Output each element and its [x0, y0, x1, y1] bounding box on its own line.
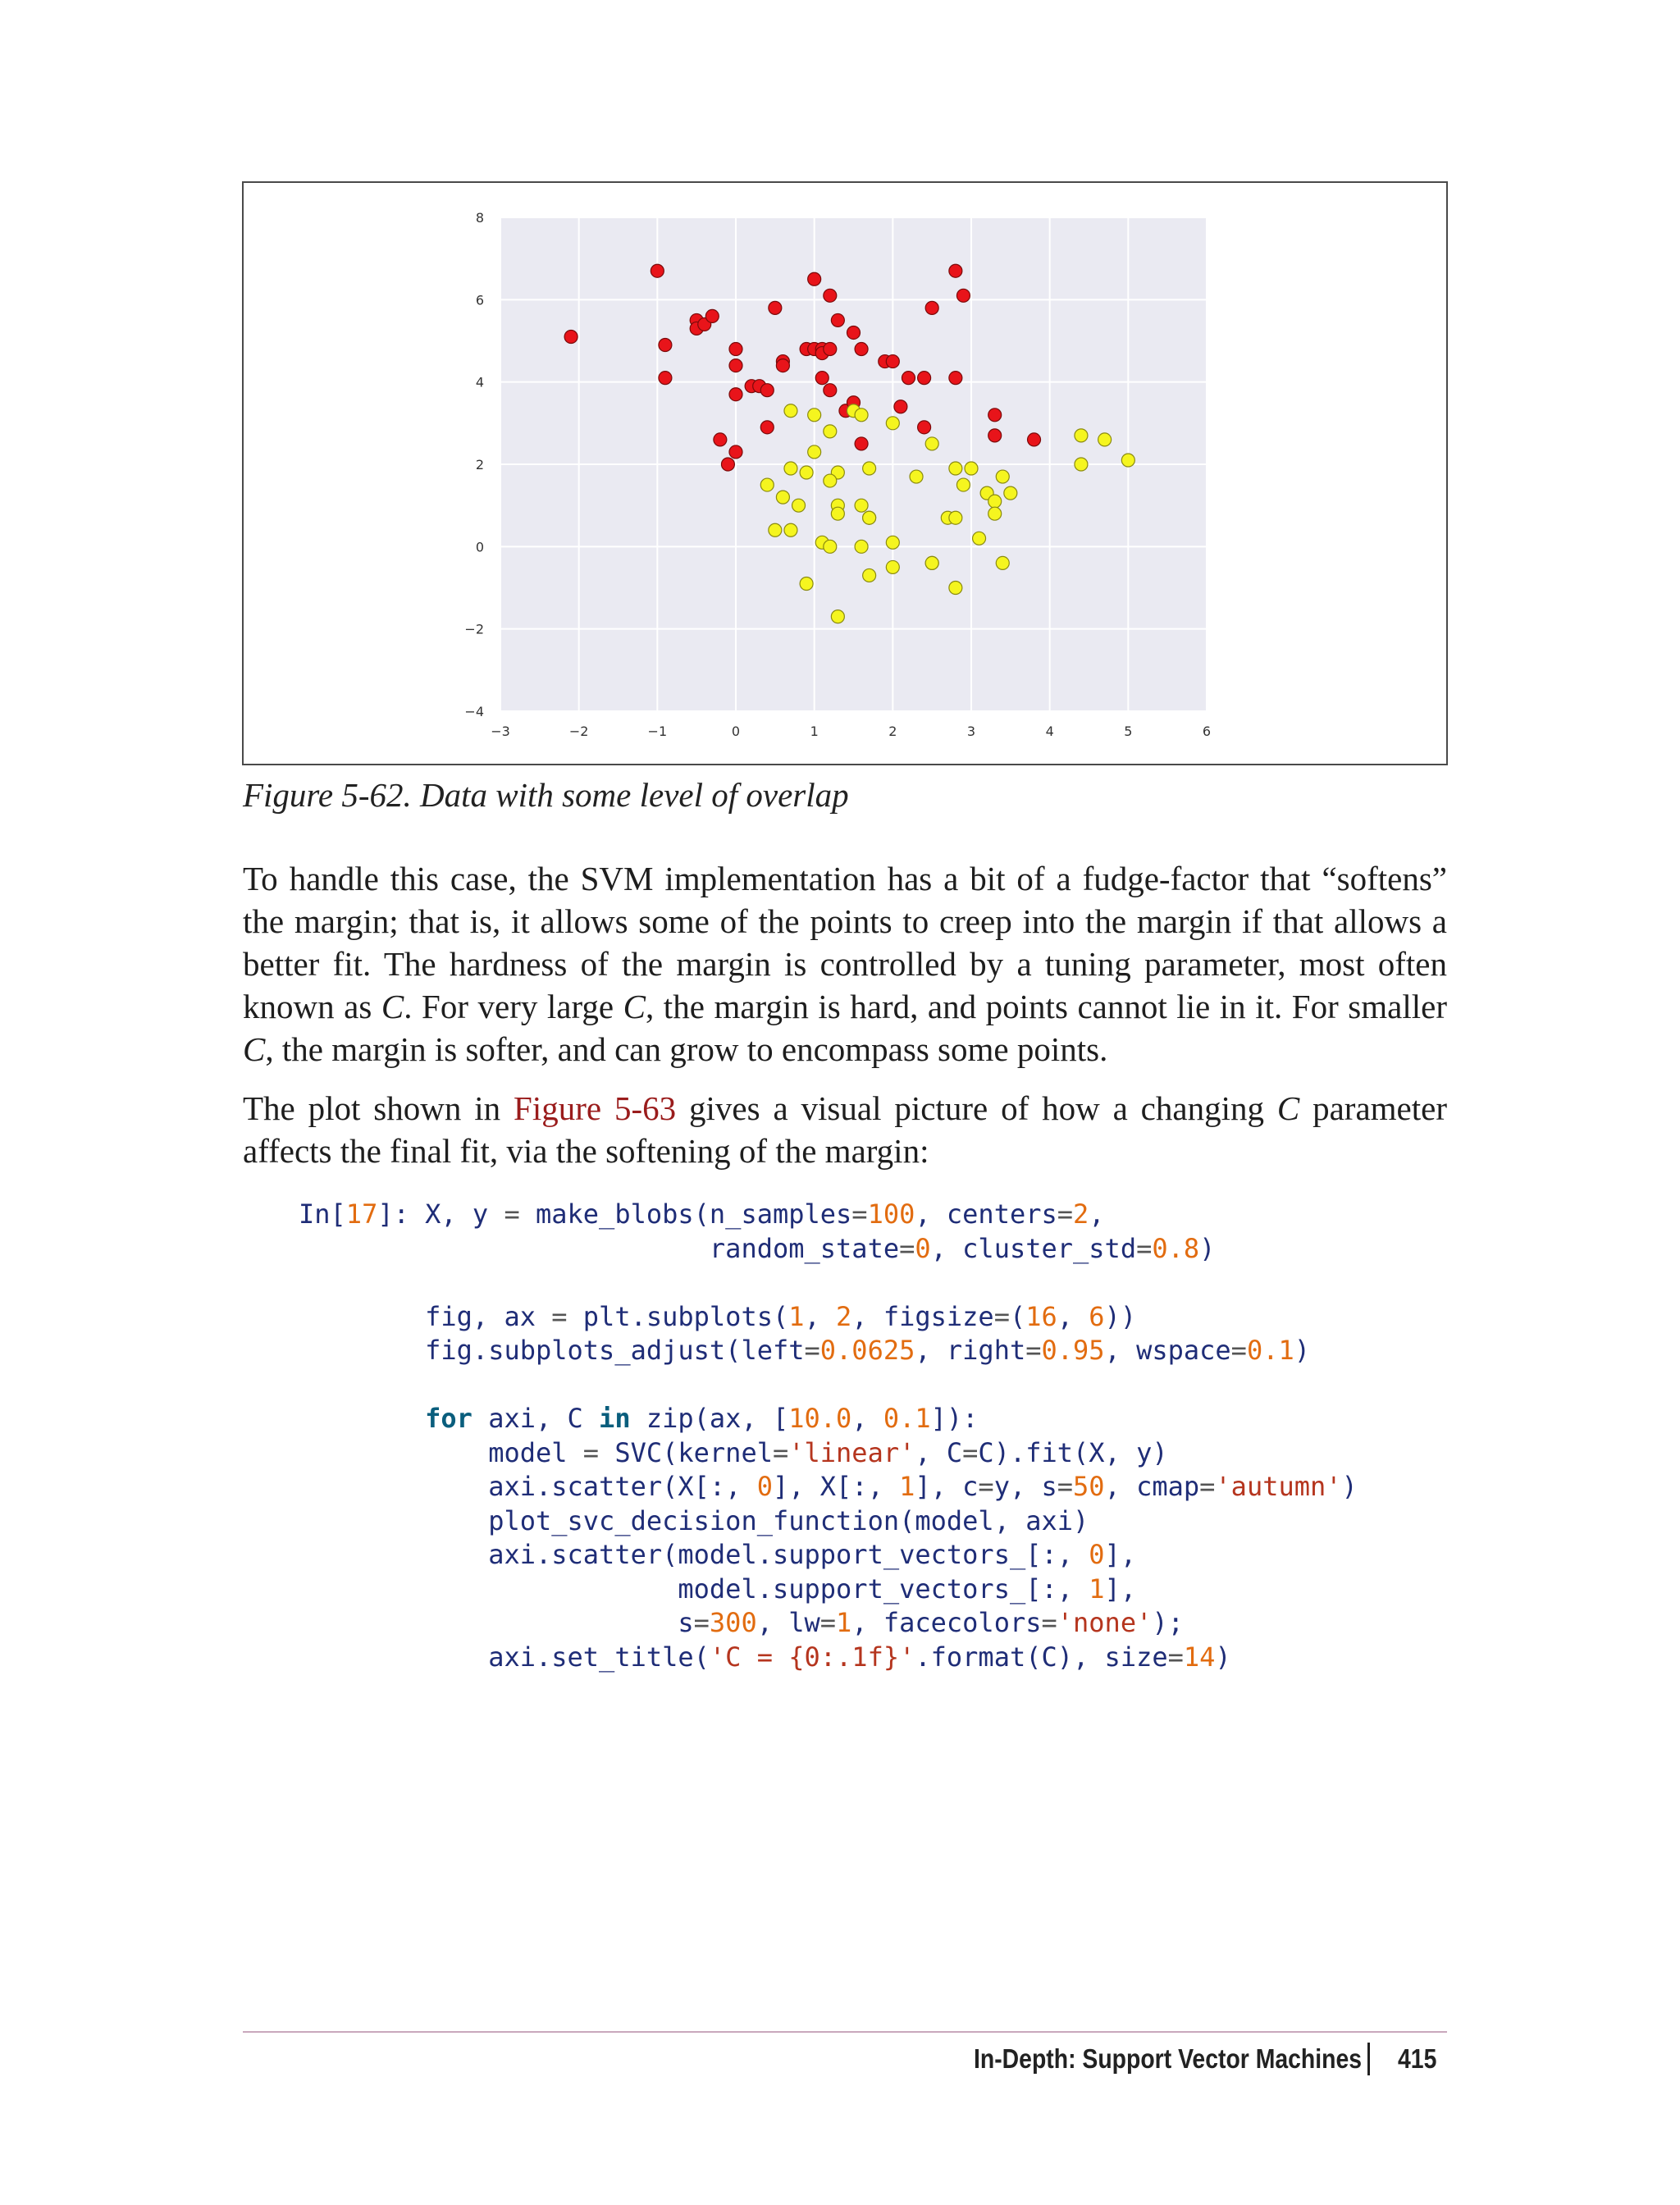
red-data-point — [855, 343, 868, 356]
red-data-point — [769, 301, 782, 314]
code-number: 1 — [836, 1607, 852, 1638]
code-string: 'autumn' — [1215, 1471, 1342, 1502]
yellow-data-point — [886, 417, 899, 430]
page-number: 415 — [1398, 2043, 1437, 2074]
yellow-data-point — [956, 478, 970, 491]
y-tick-label: 0 — [475, 539, 484, 555]
yellow-data-point — [988, 507, 1002, 520]
red-data-point — [1028, 433, 1041, 446]
footer-rule — [243, 2031, 1447, 2033]
code-operator: = — [1057, 1471, 1074, 1502]
code-line: fig, ax = plt.subplots(1, 2, figsize=(16, 6)) — [299, 1300, 1137, 1332]
red-data-point — [815, 372, 829, 385]
code-line: axi.scatter(X[:, 0], X[:, 1], c=y, s=50, cmap='autumn') — [299, 1471, 1358, 1502]
yellow-data-point — [925, 437, 938, 450]
red-data-point — [918, 372, 931, 385]
red-data-point — [776, 359, 789, 372]
red-data-point — [760, 384, 774, 397]
red-data-point — [721, 458, 734, 471]
red-data-point — [894, 400, 907, 413]
red-data-point — [714, 433, 727, 446]
code-number: 1 — [1089, 1573, 1105, 1605]
param-c: C — [381, 988, 404, 1025]
paragraph-text: , the margin is hard, and points cannot lie in it. For smaller — [646, 988, 1447, 1025]
x-tick-label: −3 — [491, 724, 510, 739]
code-operator: = — [582, 1436, 600, 1468]
red-data-point — [886, 355, 899, 368]
code-number: 100 — [867, 1198, 915, 1230]
yellow-data-point — [910, 470, 923, 483]
code-number: 0 — [915, 1232, 931, 1264]
paragraph-text: The plot shown in — [243, 1089, 514, 1127]
yellow-data-point — [1075, 429, 1088, 442]
x-tick-label: 6 — [1202, 724, 1212, 739]
yellow-data-point — [784, 404, 797, 418]
red-data-point — [760, 421, 774, 434]
yellow-data-point — [1004, 486, 1017, 500]
yellow-data-point — [831, 507, 844, 520]
yellow-data-point — [949, 462, 962, 475]
yellow-data-point — [824, 540, 837, 553]
code-operator: = — [504, 1198, 520, 1230]
red-data-point — [902, 372, 915, 385]
paragraph-text: , the margin is softer, and can grow to encompass some points. — [265, 1030, 1108, 1068]
code-line: for axi, C in zip(ax, [10.0, 0.1]): — [425, 1403, 979, 1434]
code-operator: = — [1057, 1198, 1074, 1230]
yellow-data-point — [776, 491, 789, 504]
red-data-point — [729, 359, 742, 372]
x-tick-label: 4 — [1045, 724, 1054, 739]
yellow-data-point — [863, 568, 876, 582]
code-operator: = — [772, 1436, 789, 1468]
x-tick-label: 2 — [888, 724, 897, 739]
yellow-data-point — [855, 499, 868, 512]
yellow-data-point — [996, 556, 1009, 569]
code-number: 300 — [709, 1607, 757, 1638]
yellow-data-point — [863, 511, 876, 524]
red-data-point — [651, 264, 664, 277]
param-c: C — [1276, 1089, 1300, 1127]
red-data-point — [705, 309, 719, 322]
red-data-point — [847, 326, 861, 339]
code-number: 17 — [345, 1198, 378, 1230]
code-number: 16 — [1025, 1300, 1057, 1332]
yellow-data-point — [949, 582, 962, 595]
yellow-data-point — [824, 474, 837, 487]
code-operator: = — [804, 1335, 820, 1366]
yellow-data-point — [1121, 454, 1134, 467]
y-tick-label: −4 — [464, 704, 484, 719]
yellow-data-point — [824, 425, 837, 438]
code-operator: = — [962, 1436, 979, 1468]
paragraph-text: . For very large — [404, 988, 623, 1025]
code-line: fig.subplots_adjust(left=0.0625, right=0.95, wspace=0.1) — [299, 1335, 1310, 1366]
code-number: 50 — [1073, 1471, 1105, 1502]
red-data-point — [956, 289, 970, 302]
x-tick-label: 5 — [1124, 724, 1133, 739]
red-data-point — [729, 445, 742, 459]
y-tick-label: 4 — [475, 374, 484, 390]
code-operator: = — [551, 1300, 568, 1332]
yellow-data-point — [855, 540, 868, 553]
param-c: C — [243, 1030, 266, 1068]
code-number: 0.8 — [1152, 1232, 1200, 1264]
param-c: C — [623, 988, 646, 1025]
code-operator: = — [1041, 1607, 1057, 1638]
scatter-plot — [244, 183, 1446, 764]
yellow-data-point — [1098, 433, 1112, 446]
paragraph-text: gives a visual picture of how a changing — [676, 1089, 1277, 1127]
paragraph-soft-margin — [243, 857, 1447, 1071]
code-line: random_state=0, cluster_std=0.8) — [299, 1232, 1216, 1264]
code-number: 0.95 — [1041, 1335, 1105, 1366]
code-number: 10.0 — [788, 1403, 852, 1434]
code-string: 'linear' — [788, 1436, 915, 1468]
yellow-data-point — [965, 462, 978, 475]
yellow-data-point — [988, 495, 1002, 508]
figure-frame — [242, 181, 1448, 765]
footer-separator — [1367, 2043, 1370, 2075]
code-string: 'C = {0:.1f}' — [709, 1641, 915, 1673]
code-number: 14 — [1183, 1641, 1216, 1673]
code-operator: = — [1199, 1471, 1216, 1502]
code-line: axi.set_title('C = {0:.1f}'.format(C), size=14) — [299, 1641, 1231, 1673]
yellow-data-point — [973, 532, 986, 545]
yellow-data-point — [808, 409, 821, 422]
yellow-data-point — [925, 556, 938, 569]
x-tick-label: −2 — [568, 724, 589, 739]
code-line: axi.scatter(model.support_vectors_[:, 0], — [299, 1539, 1137, 1570]
yellow-data-point — [886, 560, 899, 573]
yellow-data-point — [800, 577, 813, 590]
code-number: 0.0625 — [819, 1335, 915, 1366]
red-data-point — [564, 330, 578, 343]
yellow-data-point — [784, 462, 797, 475]
code-number: 0 — [756, 1471, 773, 1502]
code-number: 1 — [788, 1300, 805, 1332]
y-tick-label: 2 — [475, 457, 484, 472]
code-line: plot_svc_decision_function(model, axi) — [299, 1504, 1089, 1536]
yellow-data-point — [1075, 458, 1088, 471]
code-keyword: in — [599, 1403, 631, 1434]
code-operator: = — [899, 1232, 915, 1264]
yellow-data-point — [831, 610, 844, 623]
code-line: In[17]: X, y = make_blobs(n_samples=100, centers=2, — [299, 1198, 1105, 1230]
paragraph-text: parameter affects the final fit, via the softening of the margin: — [243, 1089, 1447, 1170]
yellow-data-point — [769, 523, 782, 536]
red-data-point — [659, 339, 672, 352]
code-string: 'none' — [1057, 1607, 1153, 1638]
red-data-point — [824, 289, 837, 302]
red-data-point — [988, 409, 1002, 422]
code-operator: = — [978, 1471, 994, 1502]
code-operator: = — [1167, 1641, 1184, 1673]
code-number: 0.1 — [1246, 1335, 1294, 1366]
y-tick-label: 8 — [475, 210, 484, 226]
code-operator: = — [819, 1607, 837, 1638]
code-operator: = — [693, 1607, 710, 1638]
x-tick-label: 3 — [966, 724, 976, 739]
code-operator: = — [851, 1198, 868, 1230]
red-data-point — [925, 301, 938, 314]
code-keyword: for — [425, 1403, 472, 1434]
red-data-point — [831, 313, 844, 326]
code-line: model.support_vectors_[:, 1], — [299, 1573, 1137, 1605]
code-operator: = — [1230, 1335, 1247, 1366]
code-number: 6 — [1089, 1300, 1105, 1332]
x-tick-label: −1 — [647, 724, 668, 739]
yellow-data-point — [784, 523, 797, 536]
footer-section-title: In-Depth: Support Vector Machines — [973, 2043, 1362, 2074]
yellow-data-point — [863, 462, 876, 475]
code-operator: = — [1136, 1232, 1153, 1264]
figure-caption: Figure 5-62. Data with some level of overlap — [243, 776, 849, 814]
paragraph-plot-intro — [243, 1087, 1447, 1172]
red-data-point — [949, 372, 962, 385]
figure-link[interactable]: Figure 5-63 — [514, 1089, 677, 1127]
yellow-data-point — [996, 470, 1009, 483]
red-data-point — [855, 437, 868, 450]
code-block — [299, 1198, 1358, 1674]
code-number: 1 — [899, 1471, 915, 1502]
code-number: 0.1 — [883, 1403, 931, 1434]
code-line: model = SVC(kernel='linear', C=C).fit(X, y) — [299, 1436, 1168, 1468]
code-line: s=300, lw=1, facecolors='none'); — [299, 1607, 1184, 1638]
red-data-point — [824, 384, 837, 397]
y-tick-label: 6 — [475, 292, 484, 308]
yellow-data-point — [886, 536, 899, 549]
red-data-point — [988, 429, 1002, 442]
red-data-point — [729, 343, 742, 356]
paragraph-text: To handle this case, the SVM implementation has a bit of a fudge-factor that “softens” the margin; that is, it allows some of the points to creep into the margin if that allows a better fit. The hardness of the margin is controlled by a tuning parameter, most often known as — [243, 860, 1447, 1025]
yellow-data-point — [855, 409, 868, 422]
yellow-data-point — [800, 466, 813, 479]
yellow-data-point — [949, 511, 962, 524]
y-tick-label: −2 — [464, 621, 484, 637]
red-data-point — [949, 264, 962, 277]
red-data-point — [729, 388, 742, 401]
yellow-data-point — [808, 445, 821, 459]
code-operator: = — [993, 1300, 1010, 1332]
code-number: 2 — [1073, 1198, 1089, 1230]
code-operator: = — [1025, 1335, 1042, 1366]
red-data-point — [808, 272, 821, 285]
x-tick-label: 0 — [731, 724, 741, 739]
red-data-point — [918, 421, 931, 434]
code-number: 2 — [836, 1300, 852, 1332]
yellow-data-point — [760, 478, 774, 491]
red-data-point — [824, 343, 837, 356]
yellow-data-point — [792, 499, 806, 512]
x-tick-label: 1 — [810, 724, 819, 739]
code-number: 0 — [1089, 1539, 1105, 1570]
red-data-point — [659, 372, 672, 385]
